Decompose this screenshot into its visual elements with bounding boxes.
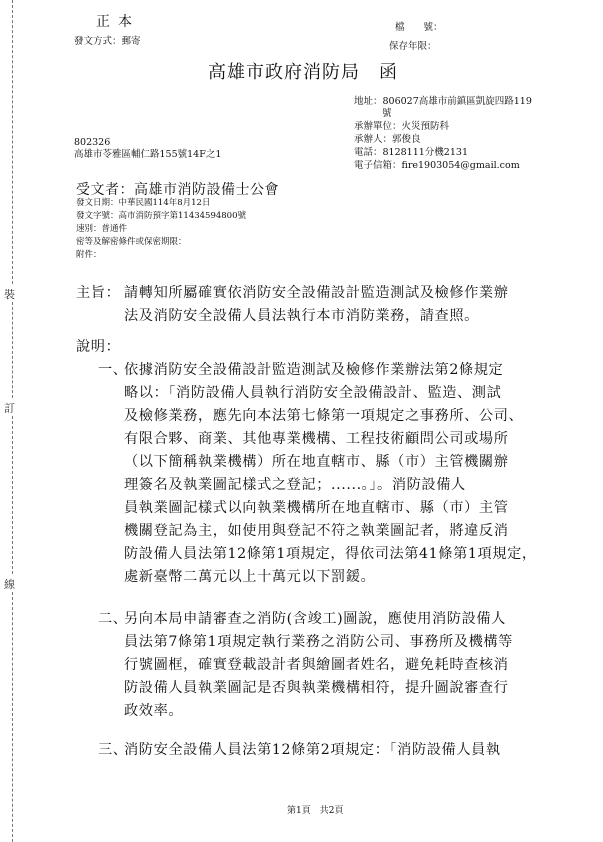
explanation-label: 說明： — [76, 339, 121, 355]
original-mark: 正本 — [96, 14, 140, 30]
sender-address: 地址：806027高雄市前鎮區凱旋四路119 — [354, 96, 532, 107]
dispatch-method: 發文方式：郵寄 — [74, 36, 141, 47]
recipient-street: 高雄市苓雅區輔仁路155號14F之1 — [74, 149, 222, 160]
item-line: 行號圖框，確實登載設計者與繪圖者姓名，避免耗時查核消 — [124, 657, 509, 673]
item-line: （以下簡稱執業機構）所在地直轄市、縣（市）主管機關辦 — [124, 454, 509, 470]
item-line: 消防安全設備人員法第12條第2項規定：「消防設備人員執 — [124, 742, 501, 758]
item-number: 一、 — [98, 362, 128, 378]
speed: 速別：普通件 — [76, 224, 128, 234]
item-line: 有限合夥、商業、其他專業機構、工程技術顧問公司或場所 — [124, 431, 509, 447]
item-number: 二、 — [98, 611, 128, 627]
subject-label: 主旨： — [76, 285, 121, 301]
item-line: 防設備人員法第12條第1項規定，得依司法第41條第1項規定， — [124, 546, 537, 562]
recipient-postal-code: 802326 — [74, 137, 111, 148]
email: 電子信箱：fire1903054@gmail.com — [354, 160, 520, 171]
binding-line — [2, 0, 24, 842]
item-line: 略以：「消防設備人員執行消防安全設備設計、監造、測試 — [124, 385, 502, 401]
item-line: 員法第7條第1項規定執行業務之消防公司、事務所及機構等 — [124, 634, 513, 650]
sender-address-cont: 號 — [382, 108, 392, 119]
file-number-label: 檔 號： — [395, 22, 443, 33]
binding-mark-zhuang: 裝 — [4, 288, 15, 301]
subject-line: 法及消防安全設備人員法執行本市消防業務，請查照。 — [124, 308, 479, 324]
item-line: 員執業圖記樣式以向執業機構所在地直轄市、縣（市）主管 — [124, 500, 509, 516]
page-number: 第1頁 共2頁 — [287, 806, 344, 816]
item-line: 政效率。 — [124, 703, 184, 719]
handler: 承辦人：郭俊良 — [354, 134, 421, 145]
item-line: 處新臺幣二萬元以上十萬元以下罰鍰。 — [124, 569, 376, 585]
item-line: 依據消防安全設備設計監造測試及檢修作業辦法第2條規定 — [124, 362, 504, 378]
document-title: 高雄市政府消防局 函 — [208, 62, 398, 83]
attachments: 附件： — [76, 250, 102, 260]
binding-mark-xian: 線 — [4, 578, 15, 591]
phone: 電話：8128111分機2131 — [354, 147, 468, 158]
item-line: 理簽名及執業圖記樣式之登記；......。」。消防設備人 — [124, 477, 466, 493]
item-number: 三、 — [98, 742, 128, 758]
issue-number: 發文字號：高市消防預字第11434594800號 — [76, 211, 246, 221]
recipient: 受文者：高雄市消防設備士公會 — [76, 182, 279, 198]
item-line: 另向本局申請審查之消防(含竣工)圖說，應使用消防設備人 — [124, 611, 506, 627]
handling-unit: 承辦單位：火災預防科 — [354, 121, 450, 132]
security-level: 密等及解密條件或保密期限： — [76, 237, 187, 247]
item-line: 及檢修業務，應先向本法第七條第一項規定之事務所、公司、 — [124, 408, 524, 424]
binding-mark-ding: 訂 — [4, 402, 15, 415]
item-line: 機關登記為主，如使用與登記不符之執業圖記者，將違反消 — [124, 523, 509, 539]
issue-date: 發文日期：中華民國114年8月12日 — [76, 198, 211, 208]
subject-line: 請轉知所屬確實依消防安全設備設計監造測試及檢修作業辦 — [124, 285, 509, 301]
item-line: 防設備人員執業圖記是否與執業機構相符，提升圖說審查行 — [124, 680, 509, 696]
retention-label: 保存年限： — [389, 41, 437, 52]
